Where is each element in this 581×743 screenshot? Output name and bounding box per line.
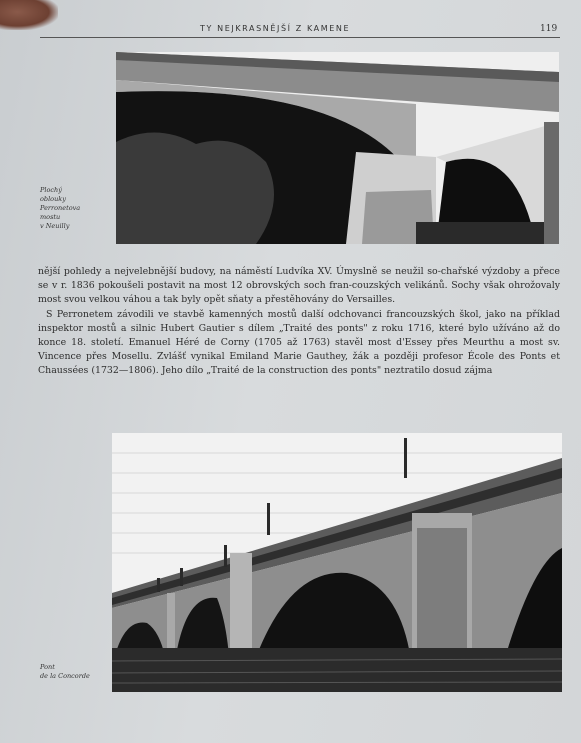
bridge-photo-neuilly: [116, 52, 559, 244]
thumb-shadow: [0, 0, 58, 30]
running-head: TY NEJKRASNĚJŠÍ Z KAMENE: [200, 24, 351, 33]
caption-line: Plochý: [40, 186, 62, 194]
top-figure-caption: [40, 186, 100, 231]
header-rule: [40, 37, 560, 38]
caption-line: de la Concorde: [40, 672, 90, 680]
caption-line: v Neuilly: [40, 222, 70, 230]
paragraph: nější pohledy a nejvelebnější budovy, na náměstí Ludvíka XV. Úmyslně se neužil so-chařské výzdoby a přece se v r. 1836 pokoušeli postavit na most 12 obrovských soch fran-couzských velikánů. Sochy však ohrožovaly most svou velkou váhou a tak byly opět sňaty a přestěhovány do Versailles.: [38, 266, 560, 306]
bridge-engraving-concorde: [112, 433, 562, 692]
paragraph: S Perronetem závodili ve stavbě kamenných mostů další odchovanci francouzských škol, jako na příklad inspektor mostů a silnic Hubert Gautier s dílem „Traité des ponts" z roku 1716, které bylo užíváno až do konce 18. století. Emanuel Héré de Corny (1705 až 1763) stavěl most d'Essey přes Meurthu a most sv. Vincence přes Mosellu. Zvlášť vynikal Emiland Marie Gauthey, žák a později profesor École des Ponts et Chaussées (1732—1806). Jeho dílo „Traité de la construction des ponts" neztratilo dosud zájma: [38, 308, 560, 377]
caption-line: mostu: [40, 213, 61, 221]
bottom-figure-caption: [40, 663, 100, 681]
caption-line: Perronetova: [40, 204, 81, 212]
page-number: 119: [540, 24, 558, 34]
caption-line: oblouky: [40, 195, 66, 203]
body-text: [38, 265, 560, 379]
caption-line: Pont: [40, 663, 55, 671]
